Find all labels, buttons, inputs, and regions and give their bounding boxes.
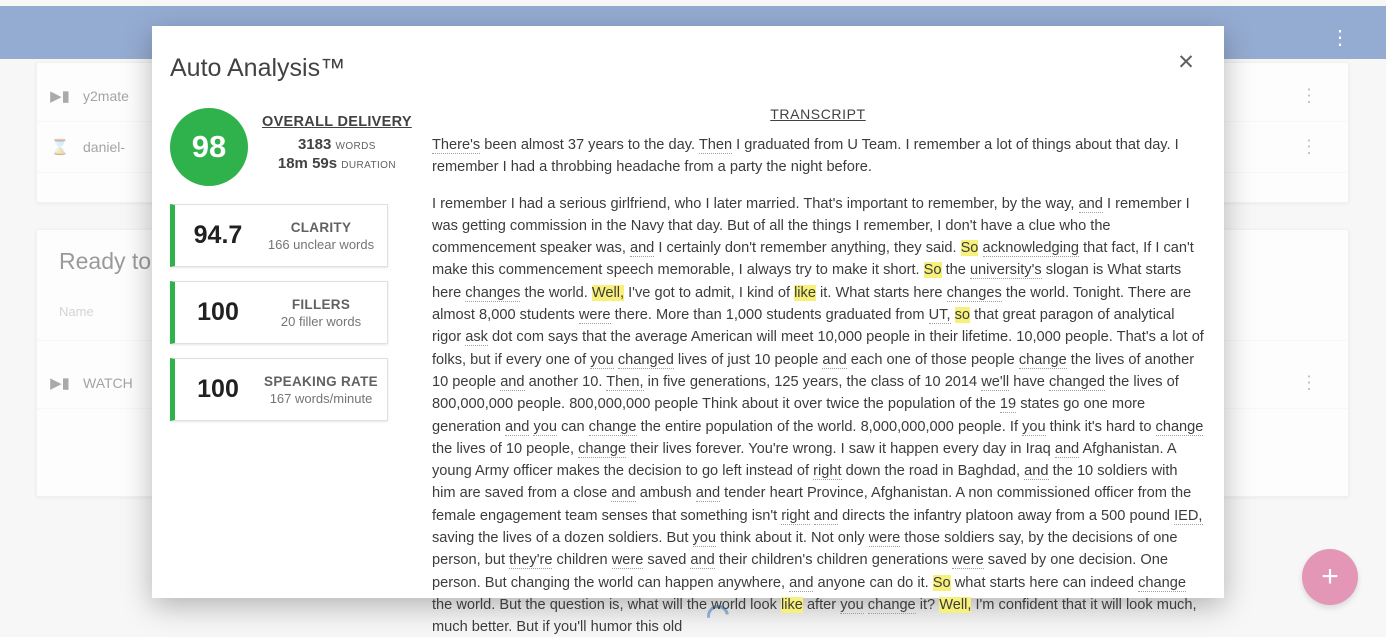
unclear-word: and	[822, 351, 847, 368]
metric-name: FILLERS	[291, 296, 351, 312]
transcript-panel[interactable]	[432, 88, 1224, 636]
unclear-word: ask	[465, 329, 488, 346]
metric-value: 100	[197, 298, 239, 326]
unclear-word: university's	[969, 262, 1042, 279]
filler-word: so	[954, 307, 970, 324]
unclear-word: There's	[432, 137, 481, 153]
filler-word: like	[780, 596, 803, 613]
unclear-word: and	[505, 418, 530, 435]
unclear-word: change	[1155, 418, 1204, 435]
unclear-word: changes	[465, 284, 521, 301]
transcript-heading: TRANSCRIPT	[770, 106, 866, 122]
unclear-word: you	[692, 530, 717, 547]
stats-panel	[152, 88, 432, 598]
unclear-word: acknowledging	[982, 240, 1080, 257]
transcript-paragraph: There's been almost 37 years to the day. Then I graduated from U Team. I remember a lot of things about that day. I remember I had a throbbing headache from a party the night before.	[432, 137, 1179, 176]
word-count-value: 3183	[297, 136, 332, 153]
unclear-word: and	[1078, 195, 1103, 212]
unclear-word: change	[1138, 574, 1186, 591]
dialog-title: Auto Analysis™	[170, 54, 346, 82]
unclear-word: were	[952, 552, 984, 569]
dialog-body	[152, 88, 1224, 636]
unclear-word: were	[611, 552, 644, 569]
duration-value: 18m 59s	[277, 155, 338, 172]
metric-name: CLARITY	[290, 219, 352, 235]
unclear-word: IED,	[1174, 507, 1203, 524]
unclear-word: you	[533, 418, 557, 435]
unclear-word: and	[690, 552, 715, 569]
metric-sub: 167 words/minute	[269, 390, 373, 406]
filler-word: Well,	[591, 284, 625, 301]
word-count-unit: WORDS	[335, 141, 376, 152]
unclear-word: change	[867, 596, 916, 613]
overall-delivery	[170, 108, 432, 186]
overall-details	[262, 108, 412, 174]
auto-analysis-dialog	[152, 26, 1224, 636]
unclear-word: and	[1054, 440, 1080, 457]
transcript-paragraph: I remember I had a serious girlfriend, who I later married. That's important to remember, by the way, and I remember I was getting commission in the Navy that day. But of all the things I remember, I don't have a clue who the commencement speaker was, and I certainly don't remember anything, they said. So acknowledging that fact, If I can't make this commencement speech memorable, I always try to make it short. So the university's slogan is What starts here changes the world. Well, I've got to admit, I kind of like it. What starts here changes the world. Tonight. There are almost 8,000 students were there. More than 1,000 students graduated from UT, so that great paragon of analytical rigor ask dot com says that the average American will meet 10,000 people in their lifetime. 10,000 people. That's a lot of folks, but if every one of you changed lives of just 10 people and each one of those people change the lives of another 10 people and another 10. Then, in five generations, 125 years, the class of 10 2014 we'll have changed the lives of 800,000,000 people. 800,000,000 people Think about it over twice the population of the 19 states go one more generation and you can change the entire population of the world. 8,000,000,000 people. If you think it's hard to change the lives of 10 people, change their lives forever. You're wrong. I saw it happen every day in Iraq and Afghanistan. A young Army officer makes the decision to go left instead of right down the road in Baghdad, and the 10 soldiers with him are saved from a close and ambush and tender heart Province, Afghanistan. A non commissioned officer from the female engagement team senses that something isn't right and directs the infantry platoon away from a 500 pound IED, saving the lives of a dozen soldiers. But you think about it. Not only were those soldiers say, by the decisions of one person, but they're children were saved and their children's children generations were saved by one decision. One person. But changing the world can happen anywhere, and anyone can do it. So what starts here can indeed change the world. But the question is, what will the world look like after you change it? Well, I'm confident that it will look much, much better. But if you'll humor this old	[432, 195, 1204, 636]
unclear-word: right	[813, 463, 842, 480]
unclear-word: you	[1022, 418, 1046, 435]
unclear-word: they're	[509, 552, 553, 569]
unclear-word: right	[781, 507, 810, 524]
unclear-word: changed	[1048, 373, 1105, 390]
unclear-word: and	[813, 507, 839, 524]
metric-card-fillers	[170, 281, 388, 344]
unclear-word: were	[578, 307, 611, 324]
word-count	[262, 136, 412, 153]
duration	[262, 155, 412, 172]
overall-delivery-label: OVERALL DELIVERY	[262, 114, 412, 130]
unclear-word: and	[789, 574, 814, 591]
metric-text	[261, 297, 387, 329]
unclear-word: change	[1018, 351, 1067, 368]
unclear-word: we'll	[981, 373, 1010, 390]
transcript-body	[432, 134, 1204, 639]
metric-sub: 166 unclear words	[267, 236, 375, 252]
metric-text	[261, 374, 387, 406]
unclear-word: and	[500, 373, 525, 390]
metric-text	[261, 220, 387, 252]
metric-card-clarity	[170, 204, 388, 267]
unclear-word: Then	[698, 137, 733, 153]
metric-sub: 20 filler words	[280, 313, 362, 329]
metric-value: 94.7	[193, 221, 243, 249]
metric-card-speaking-rate	[170, 358, 388, 421]
unclear-word: UT,	[928, 307, 951, 324]
filler-word: So	[923, 262, 942, 279]
filler-word: So	[932, 574, 951, 591]
unclear-word: and	[1024, 463, 1049, 480]
unclear-word: change	[578, 440, 626, 457]
unclear-word: you	[840, 596, 864, 613]
unclear-word: change	[588, 418, 637, 435]
unclear-word: 19	[999, 396, 1017, 413]
filler-word: So	[960, 240, 979, 257]
metric-value: 100	[197, 375, 239, 403]
close-icon[interactable]: ✕	[1172, 48, 1200, 76]
filler-word: like	[794, 284, 816, 301]
unclear-word: changed	[617, 351, 674, 368]
unclear-word: you	[590, 351, 614, 368]
unclear-word: changes	[946, 284, 1002, 301]
duration-unit: DURATION	[341, 160, 396, 171]
unclear-word: were	[868, 530, 901, 547]
unclear-word: and	[695, 485, 721, 502]
unclear-word: Then,	[606, 373, 644, 390]
unclear-word: and	[611, 485, 636, 502]
unclear-word: and	[629, 240, 655, 257]
metric-name: SPEAKING RATE	[264, 373, 378, 389]
overall-score: 98	[170, 108, 248, 186]
filler-word: Well,	[939, 596, 972, 613]
